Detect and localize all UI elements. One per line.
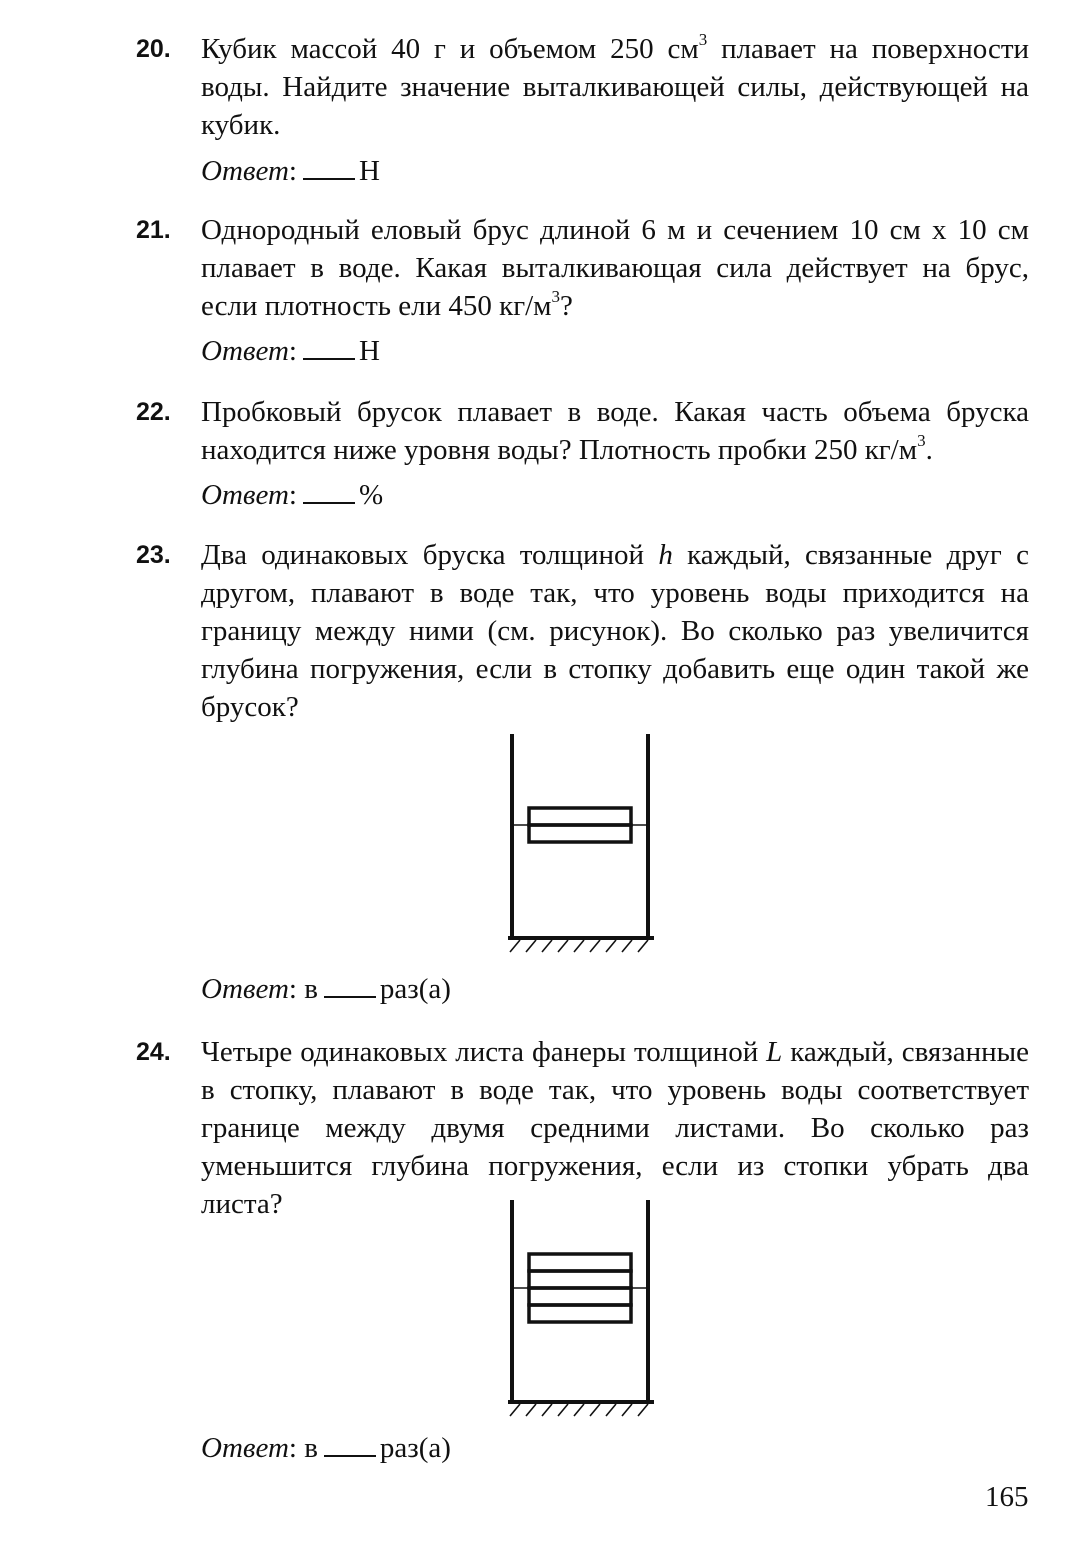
ground-hatching — [510, 1404, 648, 1416]
answer-line: Ответ: в раз(а) — [201, 1432, 451, 1464]
problem-text: Кубик массой 40 г и объемом 250 $см^3$ плавает на поверхности воды. Найдите значение выталкивающей силы, действующей на кубик. — [201, 30, 1030, 141]
answer-label: Ответ — [201, 973, 289, 1005]
problem-number: 24. — [136, 1038, 171, 1066]
page-number: 165 — [985, 1481, 1029, 1513]
block-top — [529, 808, 631, 825]
figure-two-blocks — [498, 730, 668, 960]
answer-label: Ответ — [201, 479, 289, 511]
answer-blank[interactable] — [324, 974, 376, 998]
answer-blank[interactable] — [303, 336, 355, 360]
problem-number: 21. — [136, 216, 171, 244]
problem-text: Два одинаковых бруска толщиной h каждый, связанные друг с другом, плавают в воде так, что уровень воды приходится на границу между ними (см. рисунок). Во сколько раз увеличится глубина погружения, если в стопку добавить еще один такой же брусок? — [201, 539, 1030, 723]
answer-line: Ответ: % — [201, 479, 384, 511]
answer-line: Ответ: Н — [201, 155, 380, 187]
answer-label: Ответ — [201, 335, 289, 367]
problem-text: Четыре одинаковых листа фанеры толщиной L каждый, связанные в стопку, плавают в воде так, что уровень воды соответствует границе между двумя средними листами. Во сколько раз уменьшится глубина погружения, если из стопки убрать два листа? — [201, 1036, 1029, 1220]
answer-line: Ответ: в раз(а) — [201, 973, 451, 1005]
answer-label: Ответ — [201, 155, 289, 187]
ground-hatching — [510, 940, 648, 952]
answer-line: Ответ: Н — [201, 335, 380, 367]
figure-four-sheets — [498, 1196, 668, 1426]
answer-blank[interactable] — [303, 156, 355, 180]
problem-text: Однородный еловый брус длиной 6 м и сечением 10 см х 10 см плавает в воде. Какая выталкивающая сила действует на брус, если плотность ели 450 $кг/м^3$? — [201, 214, 1029, 322]
answer-blank[interactable] — [324, 1433, 376, 1457]
problem-number: 20. — [136, 35, 171, 63]
answer-label: Ответ — [201, 1432, 289, 1464]
sheet-3 — [529, 1288, 631, 1305]
sheet-1 — [529, 1254, 631, 1271]
problem-number: 22. — [136, 398, 171, 426]
sheet-2 — [529, 1271, 631, 1288]
problem-text: Пробковый брусок плавает в воде. Какая часть объема бруска находится ниже уровня воды? Плотность пробки 250 $кг/м^3$. — [201, 396, 1029, 466]
variable-L: L — [766, 1036, 783, 1068]
problem-number: 23. — [136, 541, 171, 569]
answer-unit: Н — [358, 335, 380, 367]
answer-blank[interactable] — [303, 480, 355, 504]
sheet-4 — [529, 1305, 631, 1322]
variable-h: h — [658, 539, 673, 571]
answer-unit: Н — [358, 155, 380, 187]
answer-unit: раз(а) — [379, 973, 451, 1005]
answer-unit: раз(а) — [379, 1432, 451, 1464]
block-bottom — [529, 825, 631, 842]
answer-unit: % — [358, 479, 384, 511]
